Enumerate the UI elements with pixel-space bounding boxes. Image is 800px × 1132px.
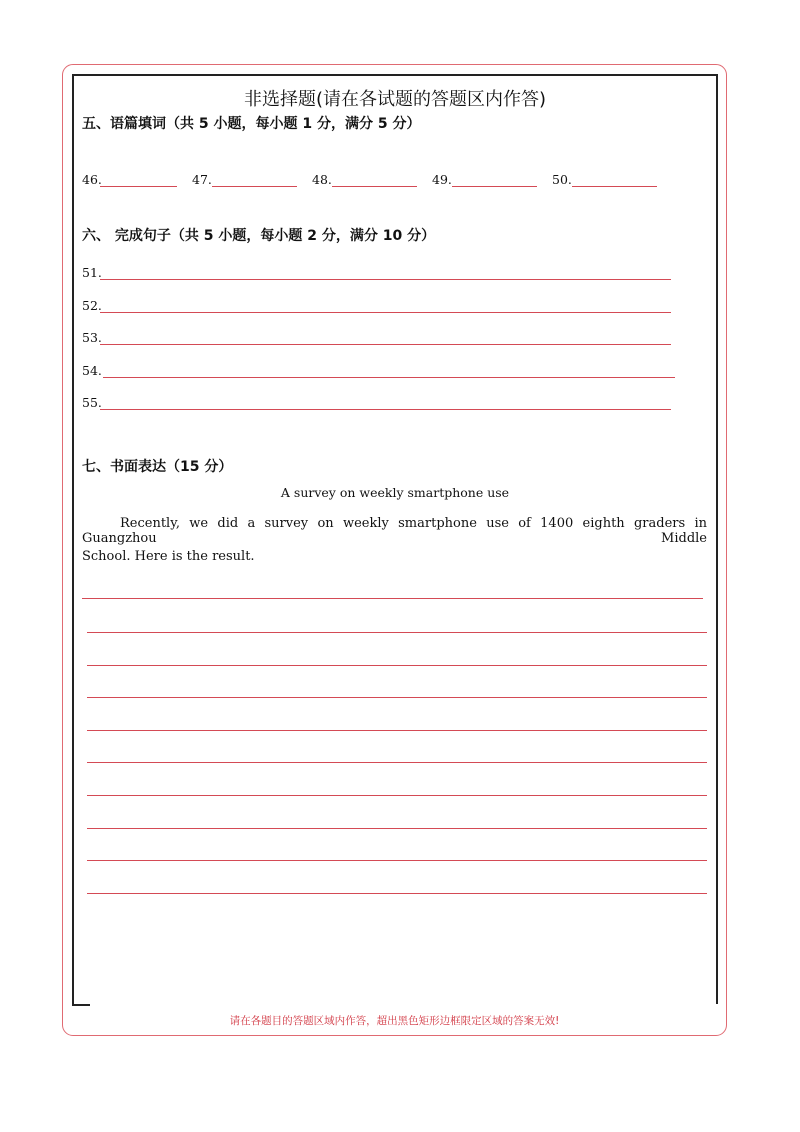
question-50-number: 50. (552, 172, 572, 187)
question-53-number: 53. (82, 330, 102, 345)
answer-blank-48[interactable] (332, 186, 417, 187)
question-54-number: 54. (82, 363, 102, 378)
writing-line[interactable] (87, 795, 707, 796)
answer-blank-50[interactable] (572, 186, 657, 187)
answer-blank-46[interactable] (100, 186, 177, 187)
answer-line-54[interactable] (103, 377, 675, 378)
question-51-number: 51. (82, 265, 102, 280)
answer-line-52[interactable] (100, 312, 671, 313)
question-55-number: 55. (82, 395, 102, 410)
border-corner-mark (72, 1004, 90, 1006)
answer-blank-49[interactable] (452, 186, 537, 187)
question-46-number: 46. (82, 172, 102, 187)
writing-line[interactable] (87, 730, 707, 731)
answer-line-53[interactable] (100, 344, 671, 345)
footer-warning-note: 请在各题目的答题区域内作答，超出黑色矩形边框限定区域的答案无效! (229, 1015, 560, 1027)
section-7-heading: 七、书面表达（15 分） (82, 459, 233, 475)
essay-title: A survey on weekly smartphone use (280, 485, 510, 500)
writing-line[interactable] (82, 598, 703, 599)
writing-line[interactable] (87, 828, 707, 829)
writing-line[interactable] (87, 762, 707, 763)
answer-line-51[interactable] (100, 279, 671, 280)
question-47-number: 47. (192, 172, 212, 187)
question-49-number: 49. (432, 172, 452, 187)
writing-line[interactable] (87, 632, 707, 633)
writing-line[interactable] (87, 860, 707, 861)
question-48-number: 48. (312, 172, 332, 187)
question-52-number: 52. (82, 298, 102, 313)
essay-prompt-line-2: School. Here is the result. (82, 549, 255, 564)
answer-line-55[interactable] (100, 409, 671, 410)
writing-line[interactable] (87, 697, 707, 698)
writing-line[interactable] (87, 893, 707, 894)
section-6-heading: 六、 完成句子（共 5 小题，每小题 2 分，满分 10 分） (82, 228, 436, 244)
page-title: 非选择题(请在各试题的答题区内作答) (243, 89, 547, 110)
essay-prompt-line-1: Recently, we did a survey on weekly smartphone use of 1400 eighth graders in Guangzhou Middle (82, 516, 707, 546)
writing-line[interactable] (87, 665, 707, 666)
section-5-heading: 五、语篇填词（共 5 小题，每小题 1 分，满分 5 分） (82, 116, 421, 132)
answer-blank-47[interactable] (212, 186, 297, 187)
